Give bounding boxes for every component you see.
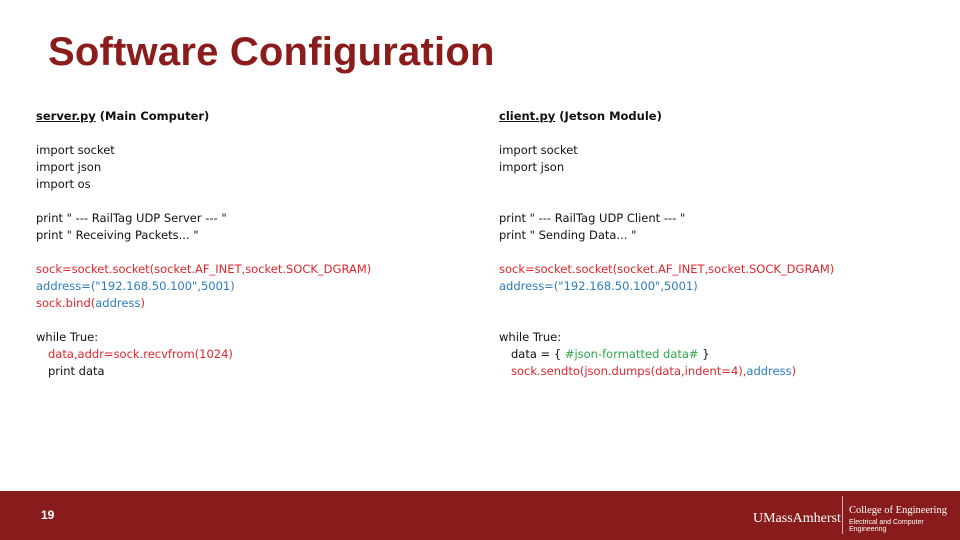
blank-line [499,176,919,193]
client-send-line [499,363,919,380]
server-address-line: address=("192.168.50.100",5001) [36,279,235,293]
blank-line [499,295,919,312]
server-subtitle: (Main Computer) [95,109,210,123]
server-bind-arg: address [95,296,141,310]
logo-divider [842,496,843,534]
server-import-json: import json [36,160,102,174]
server-socket-line: sock=socket.socket(socket.AF_INET,socket.SOCK_DGRAM) [36,262,372,276]
server-print-data-line: print data [48,364,105,378]
server-recv-line: data,addr=sock.recvfrom(1024) [48,347,233,361]
blank-line [499,244,919,261]
blank-line [36,244,456,261]
client-import-json: import json [499,160,565,174]
blank-line [499,312,919,329]
blank-line [499,125,919,142]
server-bind-line [36,295,456,312]
blank-line [36,193,456,210]
client-while-line: while True: [499,330,562,344]
blank-line [499,193,919,210]
server-bind-prefix: sock.bind( [36,296,96,310]
client-data-suffix: } [698,347,710,361]
server-print-receiving: print " Receiving Packets... " [36,228,199,242]
footer-bar [0,491,960,540]
server-bind-suffix: ) [140,296,145,310]
client-filename: client.py [499,109,556,123]
blank-line [36,125,456,142]
client-data-comment: #json-formatted data# [564,347,699,361]
blank-line [36,312,456,329]
client-print-banner: print " --- RailTag UDP Client --- " [499,211,686,225]
client-subtitle: (Jetson Module) [555,109,662,123]
client-code-column [499,108,919,380]
client-socket-line: sock=socket.socket(socket.AF_INET,socket.SOCK_DGRAM) [499,262,835,276]
client-print-sending: print " Sending Data... " [499,228,637,242]
college-name: College of Engineering [849,505,947,516]
client-send-arg: address [746,364,792,378]
server-code-column [36,108,456,380]
server-import-os: import os [36,177,91,191]
client-send-suffix: ) [791,364,797,378]
client-header [499,108,919,125]
server-filename: server.py [36,109,96,123]
server-print-banner: print " --- RailTag UDP Server --- " [36,211,227,225]
server-header [36,108,456,125]
server-while-line: while True: [36,330,99,344]
client-address-line: address=("192.168.50.100",5001) [499,279,698,293]
page-number: 19 [41,508,55,522]
client-send-prefix: sock.sendto(json.dumps(data,indent=4), [511,364,747,378]
umass-logo: UMassAmherst [753,511,841,526]
slide-title: Software Configuration [48,30,495,74]
server-import-socket: import socket [36,143,115,157]
department-name: Electrical and Computer Engineering [849,519,924,533]
client-data-line [499,346,919,363]
client-import-socket: import socket [499,143,578,157]
client-data-prefix: data = { [511,347,565,361]
